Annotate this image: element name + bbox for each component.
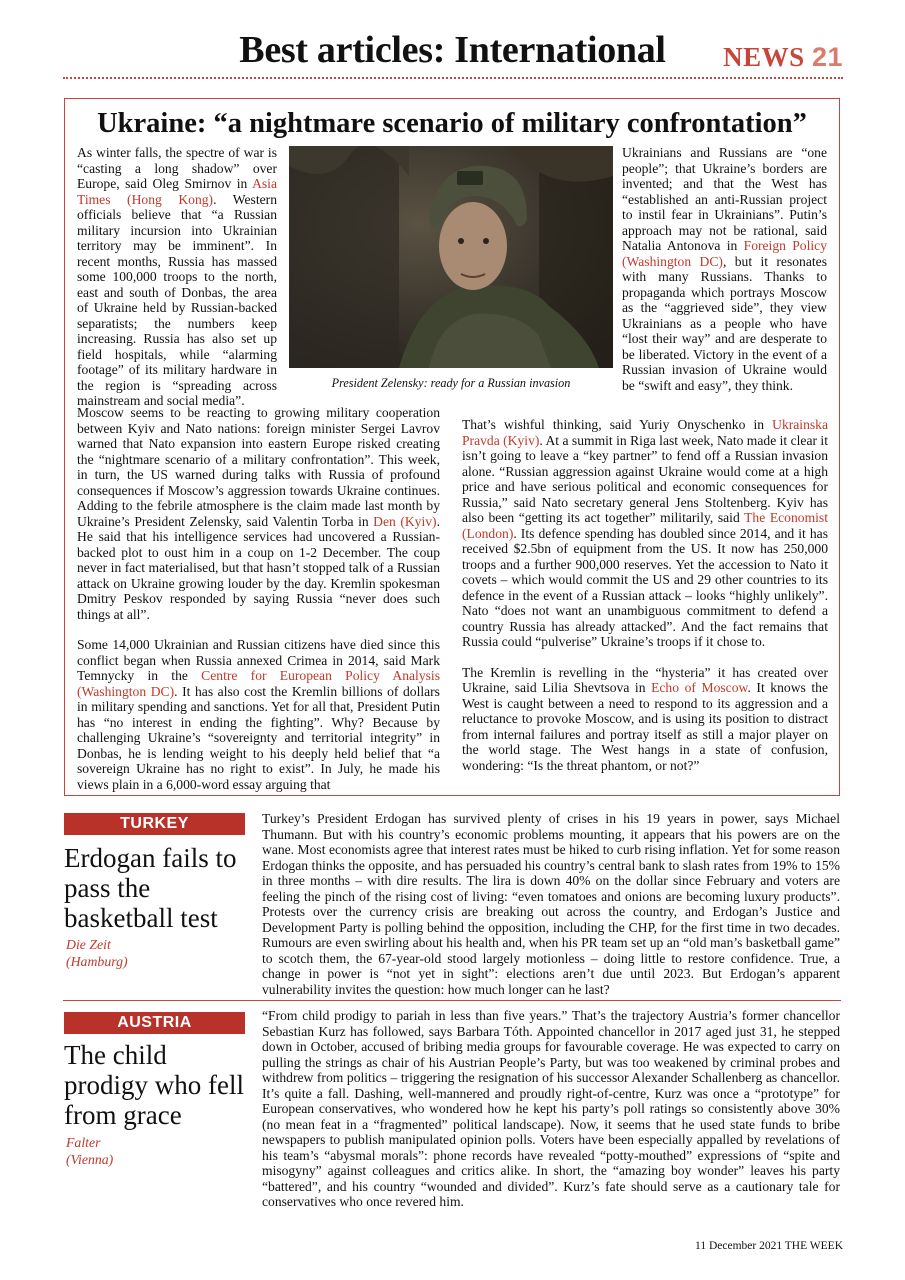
main-article-col1: [77, 145, 277, 409]
main-article-lower-left: [77, 405, 440, 792]
main-article-lower-right: [462, 417, 828, 773]
page-number: 21: [811, 42, 843, 72]
main-article-col3: [622, 145, 827, 393]
zelensky-photo: [289, 146, 613, 368]
turkey-body: [262, 811, 840, 997]
turkey-source: [66, 936, 246, 970]
paragraph: That’s wishful thinking, said Yuriy Onyschenko in Ukrainska Pravda (Kyiv). At a summit in Riga last week, Nato made it clear it isn’t going to leave a “key partner” to fend off a Russian invasion alone. “Russian aggression against Ukraine would come at a high price and have serious political and economic consequences for Russia,” said Nato secretary general Jens Stoltenberg. Kyiv has also been “getting its act together” militarily, said The Economist (London). Its defence spending has doubled since 2014, and it has received $2.5bn of equipment from the US. It now has 250,000 troops and a further 900,000 reserves. Yet the accession to Nato it covets – which would commit the US and 29 other countries to its defence in the event of a Russian attack – looks “highly unlikely”. Nato “does not want an unambiguous commitment to defend a country Russia has already attacked”. And the fact remains that Russia could “pulverise” Ukraine’s troops if it chose to.: [462, 417, 828, 649]
main-article-headline: Ukraine: “a nightmare scenario of military confrontation”: [97, 108, 807, 139]
footer-date: 11 December 2021: [695, 1240, 783, 1252]
source-link: Ukrainska Pravda (Kyiv): [462, 417, 828, 448]
turkey-headline: Erdogan fails to pass the basketball test: [64, 843, 237, 933]
page-title: Best articles: International: [239, 29, 666, 71]
austria-body: [262, 1008, 840, 1210]
source-link: Echo of Moscow: [651, 680, 748, 695]
turkey-tag: TURKEY: [64, 813, 245, 835]
austria-source: [66, 1134, 246, 1168]
austria-tag: AUSTRIA: [64, 1012, 245, 1034]
paragraph: Moscow seems to be reacting to growing military cooperation between Kyiv and Nato nations: foreign minister Sergei Lavrov warned that Nato expansion into eastern Europe risked creating the “nightmare scenario of a military confrontation”. This week, in turn, the US warned during talks with Russia of profound consequences if Moscow’s aggression towards Ukraine continues. Adding to the febrile atmosphere is the claim made last month by Ukraine’s President Zelensky, said Valentin Torba in Den (Kyiv). He said that his intelligence services had uncovered a Russian-backed plot to oust him in a coup on 1-2 December. The coup never in fact materialised, but that hasn’t stopped talk of a Russian attack on Ukraine growing louder by the day. Kremlin spokesman Dmitry Peskov responded by saying Russia “never does such things at all”.: [77, 405, 440, 622]
source-link: The Economist (London): [462, 510, 828, 541]
header-divider: [63, 77, 843, 79]
source-link: Foreign Policy (Washington DC): [622, 238, 827, 269]
source-link: Centre for European Policy Analysis (Washington DC): [77, 668, 440, 699]
source-link: Asia Times (Hong Kong): [77, 176, 277, 207]
photo-illustration: [289, 146, 613, 368]
page-footer: [695, 1240, 843, 1252]
source-link: Den (Kyiv): [373, 513, 437, 529]
main-article-intro: As winter falls, the spectre of war is “casting a long shadow” over Europe, said Oleg Smirnov in Asia Times (Hong Kong). Western officials believe that “a Russian military incursion into Ukrainian territory may be imminent”. In recent months, Russia has massed some 100,000 troops to the north, east and south of Donbas, the area of Ukraine held by Russian-backed separatists; the numbers keep increasing. Russia has also set up field hospitals, while “alarming footage” of its military hardware in the region is “spreading across mainstream and social media”.: [77, 145, 277, 408]
austria-headline: The child prodigy who fell from grace: [64, 1040, 244, 1130]
paragraph: “From child prodigy to pariah in less than five years.” That’s the trajectory Austria’s former chancellor Sebastian Kurz has followed, says Barbara Tóth. Appointed chancellor in 2017 aged just 31, he stepped down in October, accused of bribing media groups for favourable coverage. He was expected to carry on pulling the strings as chair of his Austrian People’s Party, but was too weakened by criminal probes and withdrew from politics – triggering the resignation of his successor Alexander Schallenberg as chancellor. It’s quite a fall. Dashing, well-mannered and proudly right-of-centre, Kurz was once a “prototype” for European conservatives, who wondered how he kept his party’s poll ratings so consistently above 30% (no mean feat in a “fragmented” political landscape). Now, it seems that he used state funds to bribe newspapers to publish manipulated opinion polls. Voters have been especially appalled by revelations of his team’s “abysmal morals”: phone records have revealed “potty-mouthed” expressions of “spite and misogyny” against colleagues and critics alike. In short, the “amazing boy wonder” leaves his party “battered”, and his country “wounded and divided”. Kurz’s fate should serve as a cautionary tale for conservatives who once revered him.: [262, 1008, 840, 1209]
footer-publication: THE WEEK: [784, 1240, 843, 1252]
source-city: (Hamburg): [66, 954, 128, 969]
source-name: Falter: [66, 1135, 101, 1150]
section-divider: [63, 1000, 841, 1001]
paragraph: The Kremlin is revelling in the “hysteria” it has created over Ukraine, said Lilia Shevtsova in Echo of Moscow. It knows the West is caught between a need to respond to its aggression and a reluctance to provoke Moscow, and is using its position to distract from internal failures and portray itself as still a major player on the world stage. The West hangs in a state of confusion, wondering: “Is the threat phantom, or not?”: [462, 664, 828, 773]
paragraph: Some 14,000 Ukrainian and Russian citizens have died since this conflict began when Russia annexed Crimea in 2014, said Mark Temnycky in the Centre for European Policy Analysis (Washington DC). It has also cost the Kremlin billions of dollars in military spending and sanctions. Yet for all that, President Putin has “no interest in ending the fighting”. Why? Because by challenging Ukraine’s “sovereignty and territorial integrity” in Donbas, he is lending weight to his deeply held belief that “a sovereign Ukraine has no right to exist”. In July, he made his views plain in a 6,000-word essay arguing that: [77, 637, 440, 792]
paragraph: Turkey’s President Erdogan has survived plenty of crises in his 19 years in power, says Michael Thumann. But with his country’s economic problems mounting, it appears that his powers are on the wane. Most economists agree that interest rates must be hiked to curb rising inflation. Yet for some reason Erdogan thinks the opposite, and has persuaded his country’s central bank to slash rates from 19% to 15% in three months – with dire results. The lira is down 40% on the dollar since February and voters are feeling the pinch of the rising cost of living: “even tomatoes and onions are becoming luxury products”. Protests over the currency crisis are breaking out across the country, and Erdogan’s Justice and Development Party is polling behind the opposition, including the CHP, for the first time in two decades. Rumours are even swirling about his health and, when his PR team set up an “old man’s basketball game” to scotch them, the 67-year-old stood largely motionless – doing little to restore confidence. True, a change in power is “not yet in sight”: elections aren’t due until 2023. But Erdogan’s apparent vulnerability invites the question: how much longer can he last?: [262, 811, 840, 997]
source-city: (Vienna): [66, 1152, 114, 1167]
section-name: NEWS: [723, 42, 805, 72]
source-name: Die Zeit: [66, 937, 111, 952]
section-label: [723, 42, 843, 73]
main-article-col3-text: Ukrainians and Russians are “one people”; that Ukraine’s borders are invented; and that the West has “established an anti-Russian project to instil fear in Ukrainians”. Putin’s approach may not be rational, said Natalia Antonova in Foreign Policy (Washington DC), but it resonates with many Russians. Thanks to propaganda which portrays Moscow as the “aggrieved side”, they view Ukrainians as a people who have “lost their way” and are desperate to be liberated. Victory in the event of a Russian invasion of Ukraine would be “swift and easy”, they think.: [622, 145, 827, 393]
photo-caption: President Zelensky: ready for a Russian invasion: [331, 376, 571, 390]
